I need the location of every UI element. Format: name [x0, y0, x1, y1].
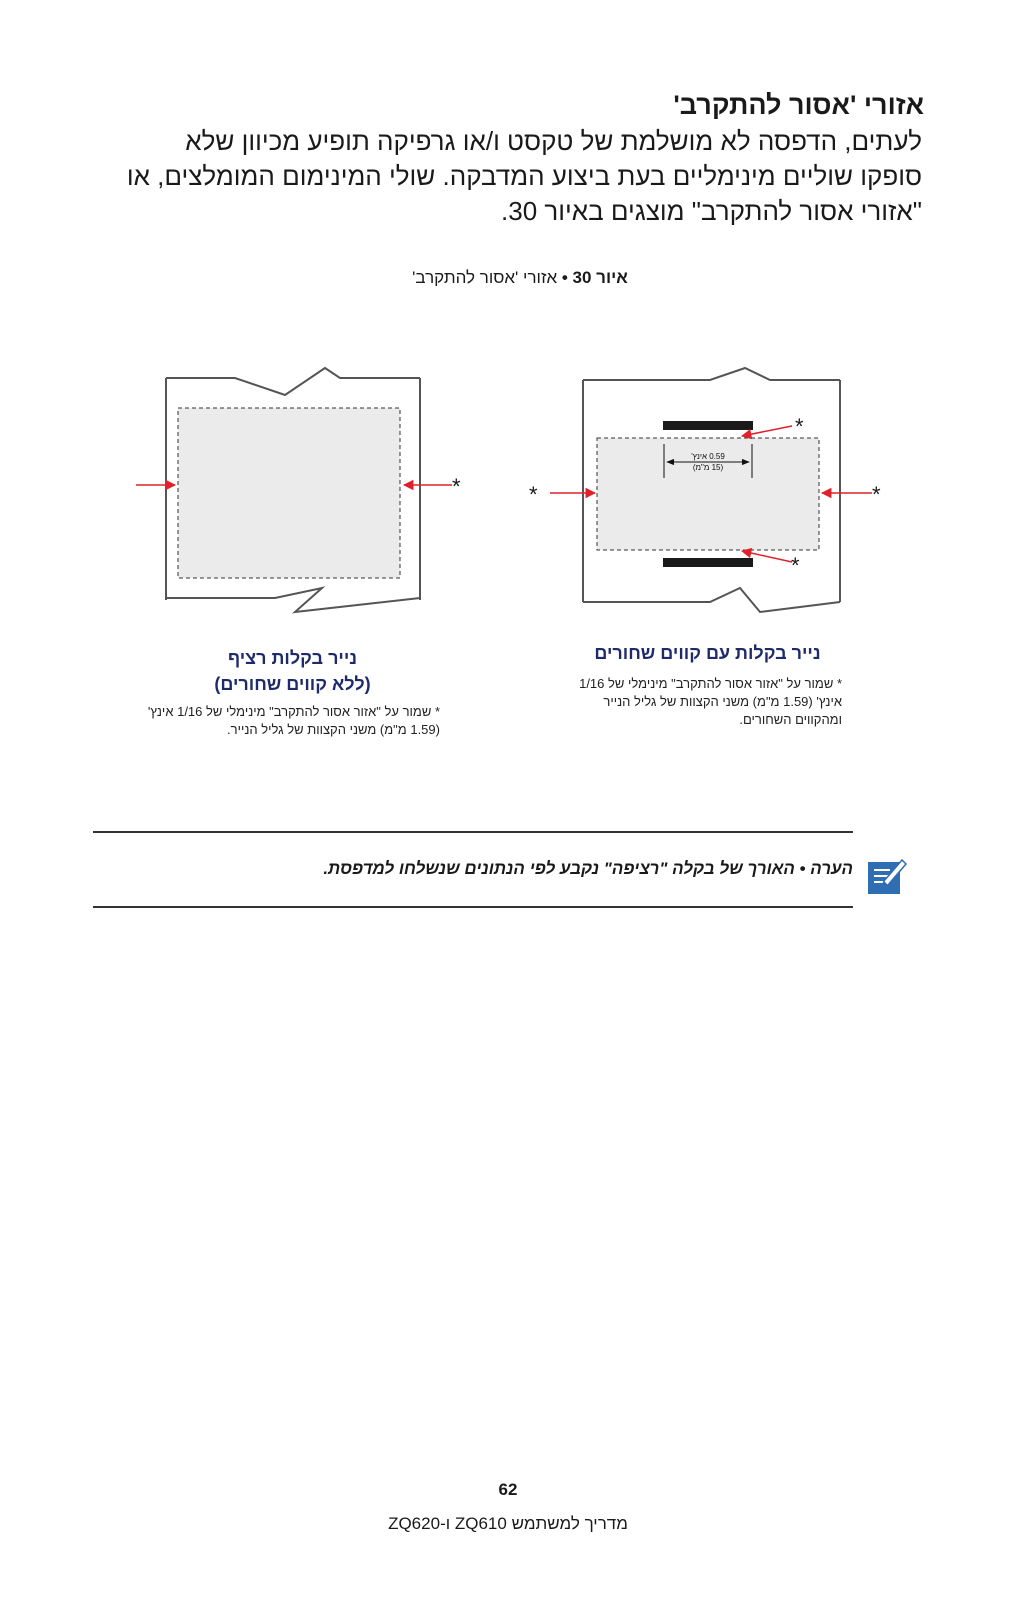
- continuous-media-title: [150, 645, 435, 697]
- note-pencil-icon: [866, 856, 908, 898]
- asterisk-marker: *: [529, 482, 538, 507]
- dimension-mm: (15 מ"מ): [692, 463, 724, 472]
- black-mark-media-note: * שמור על "אזור אסור להתקרב" מינימלי של 1/16 אינץ' (1.59 מ"מ) משני הקצוות של גליל הנייר ומהקווים השחורים.: [579, 676, 842, 727]
- intro-paragraph: לעתים, הדפסה לא מושלמת של טקסט ו/או גרפיקה תופיע מכיוון שלא סופקו שוליים מינימליים בעת ביצוע המדבקה. שולי המינימום המומלצים, או "אזורי אסור להתקרב" מוצגים באיור 30.: [126, 126, 922, 226]
- continuous-media-title-line1: נייר בקלות רציף: [227, 648, 358, 668]
- continuous-media-note: * שמור על "אזור אסור להתקרב" מינימלי של 1/16 אינץ' (1.59 מ"מ) משני הקצוות של גליל הנייר.: [147, 704, 440, 737]
- section-heading: אזורי 'אסור להתקרב': [673, 90, 924, 120]
- continuous-media-diagram: [136, 368, 452, 612]
- black-mark-media-title: נייר בקלות עם קווים שחורים: [594, 643, 821, 663]
- asterisk-marker: *: [795, 414, 804, 439]
- asterisk-marker: *: [791, 553, 800, 578]
- black-mark-top: [663, 421, 753, 430]
- figure-caption-number: איור 30 •: [561, 268, 628, 287]
- note-rule-top: [93, 831, 853, 833]
- no-go-zones-figure: [0, 0, 1036, 640]
- black-mark-media-diagram: [550, 368, 872, 612]
- black-mark-bottom: [663, 558, 753, 567]
- label-area: [178, 408, 400, 578]
- note-rule-bottom: [93, 906, 853, 908]
- dimension-inch: 0.59 אינץ': [691, 452, 725, 461]
- page-number: 62: [498, 1480, 518, 1499]
- note-text: הערה • האורך של בקלה "רציפה" נקבע לפי הנתונים שנשלחו למדפסת.: [323, 859, 853, 878]
- asterisk-marker: *: [872, 482, 881, 507]
- figure-caption-text: אזורי 'אסור להתקרב': [412, 268, 562, 287]
- continuous-media-title-line2: (ללא קווים שחורים): [214, 674, 371, 694]
- asterisk-marker: *: [452, 474, 461, 499]
- guide-title: מדריך למשתמש ZQ610 ו-ZQ620: [388, 1514, 628, 1533]
